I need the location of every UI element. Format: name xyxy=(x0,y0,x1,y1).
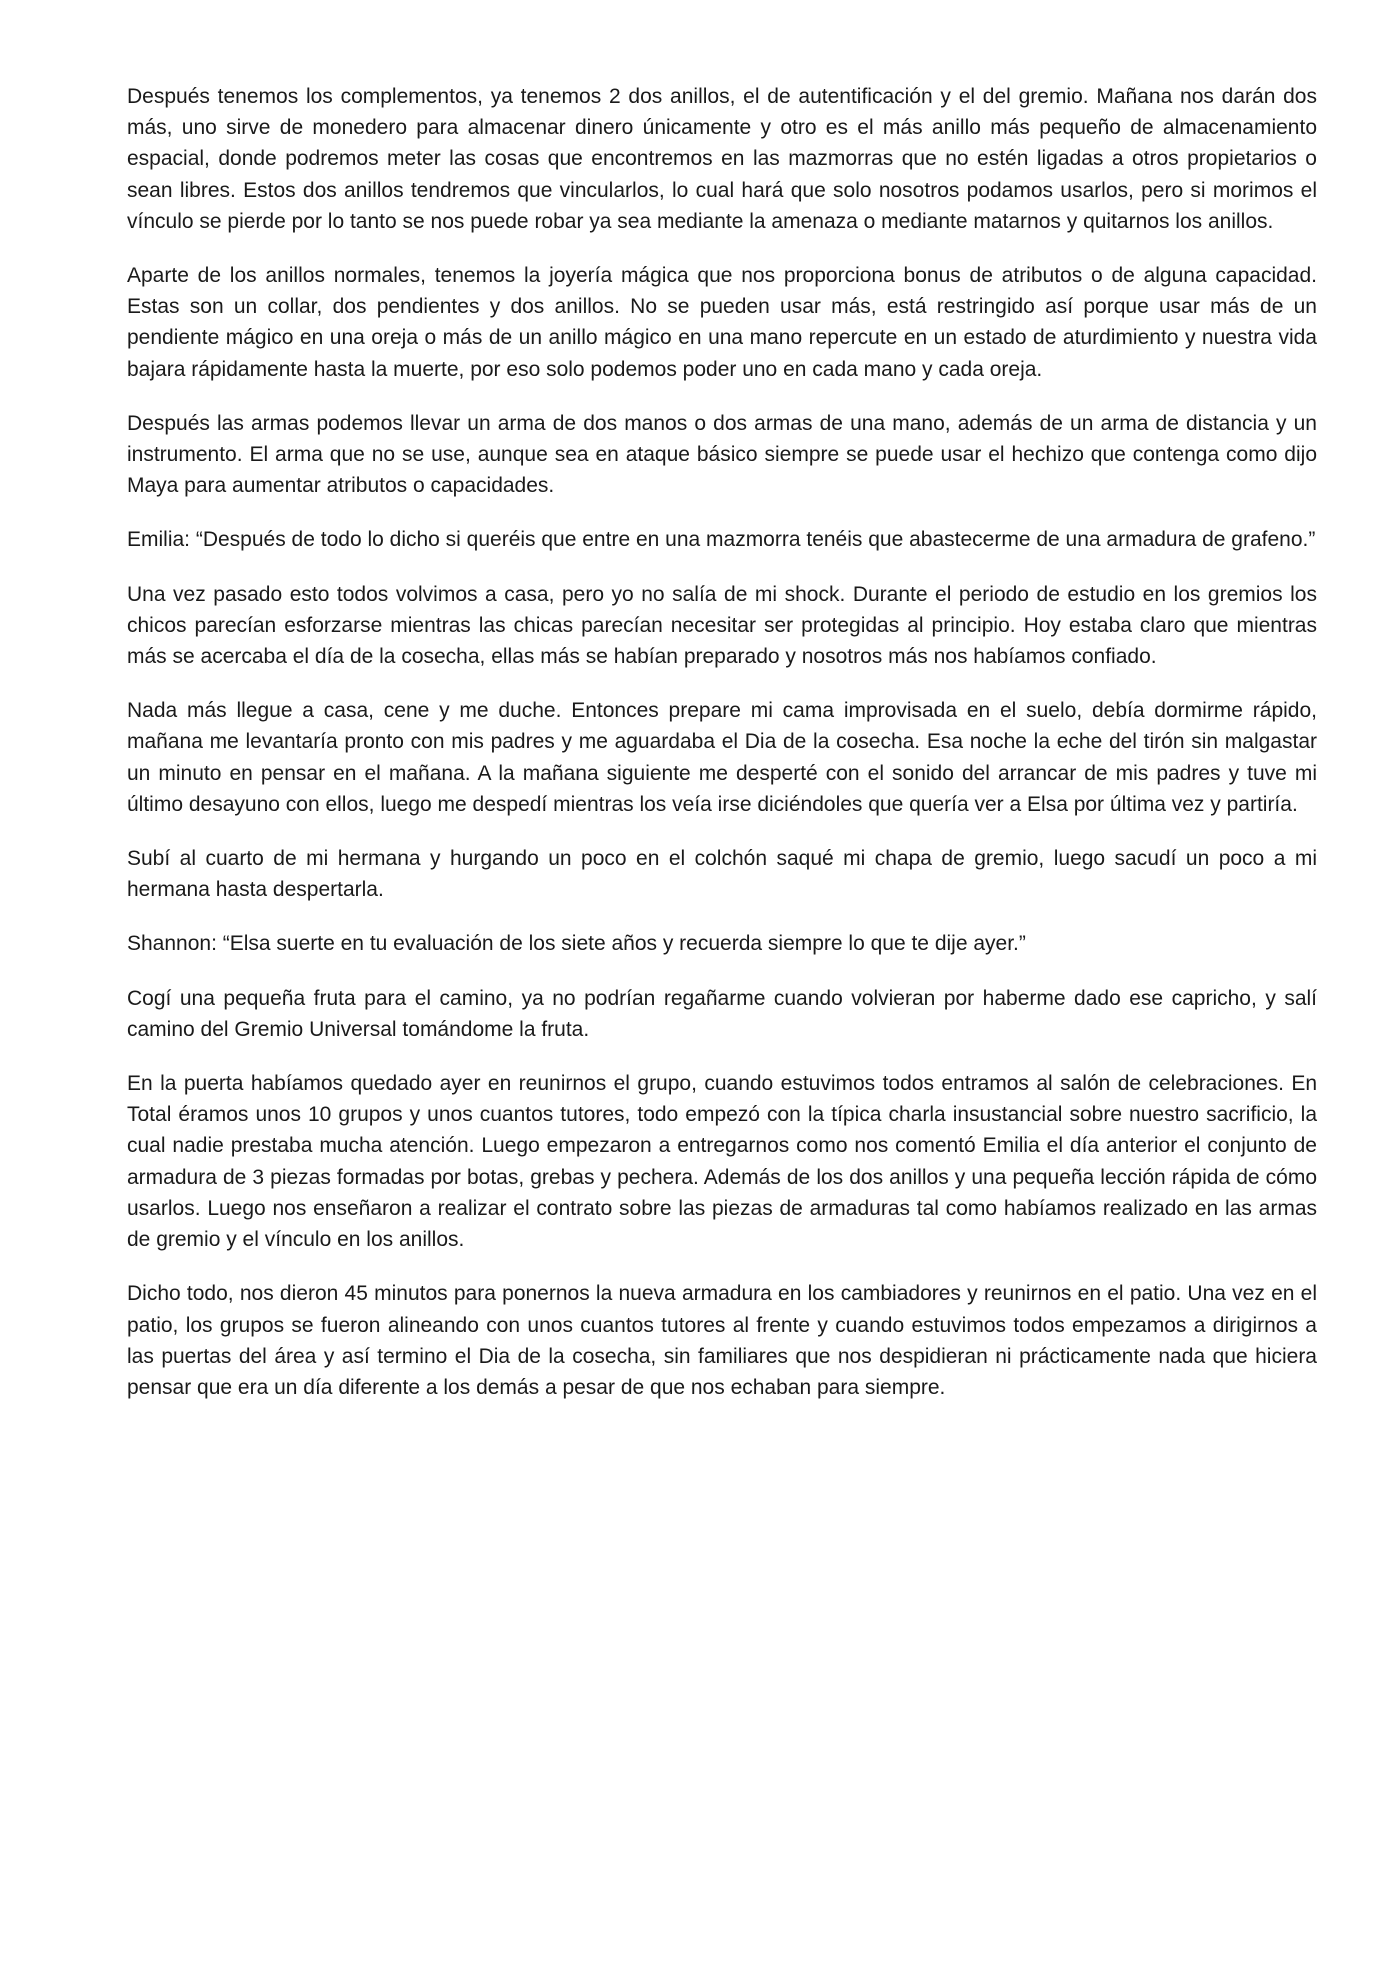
paragraph: Después tenemos los complementos, ya tenemos 2 dos anillos, el de autentificación y el del gremio. Mañana nos darán dos más, uno sirve de monedero para almacenar dinero únicamente y otro es el más anillo más pequeño de almacenamiento espacial, donde podremos meter las cosas que encontremos en las mazmorras que no estén ligadas a otros propietarios o sean libres. Estos dos anillos tendremos que vincularlos, lo cual hará que solo nosotros podamos usarlos, pero si morimos el vínculo se pierde por lo tanto se nos puede robar ya sea mediante la amenaza o mediante matarnos y quitarnos los anillos. xyxy=(127,85,1317,233)
paragraph: Aparte de los anillos normales, tenemos la joyería mágica que nos proporciona bonus de atributos o de alguna capacidad. Estas son un collar, dos pendientes y dos anillos. No se pueden usar más, está restringido así porque usar más de un pendiente mágico en una oreja o más de un anillo mágico en una mano repercute en un estado de aturdimiento y nuestra vida bajara rápidamente hasta la muerte, por eso solo podemos poder uno en cada mano y cada oreja. xyxy=(127,264,1317,381)
paragraph: Cogí una pequeña fruta para el camino, ya no podrían regañarme cuando volvieran por haberme dado ese capricho, y salí camino del Gremio Universal tomándome la fruta. xyxy=(127,986,1317,1041)
paragraph: Después las armas podemos llevar un arma de dos manos o dos armas de una mano, además de un arma de distancia y un instrumento. El arma que no se use, aunque sea en ataque básico siempre se puede usar el hechizo que contenga como dijo Maya para aumentar atributos o capacidades. xyxy=(127,411,1317,498)
paragraph: Shannon: “Elsa suerte en tu evaluación de los siete años y recuerda siempre lo que te dije ayer.” xyxy=(127,932,1026,956)
paragraph: Nada más llegue a casa, cene y me duche. Entonces prepare mi cama improvisada en el suelo, debía dormirme rápido, mañana me levantaría pronto con mis padres y me aguardaba el Dia de la cosecha. Esa noche la eche del tirón sin malgastar un minuto en pensar en el mañana. A la mañana siguiente me desperté con el sonido del arrancar de mis padres y tuve mi último desayuno con ellos, luego me despedí mientras los veía irse diciéndoles que quería ver a Elsa por última vez y partiría. xyxy=(127,699,1317,816)
paragraph: En la puerta habíamos quedado ayer en reunirnos el grupo, cuando estuvimos todos entramos al salón de celebraciones. En Total éramos unos 10 grupos y unos cuantos tutores, todo empezó con la típica charla insustancial sobre nuestro sacrificio, la cual nadie prestaba mucha atención. Luego empezaron a entregarnos como nos comentó Emilia el día anterior el conjunto de armadura de 3 piezas formadas por botas, grebas y pechera. Además de los dos anillos y una pequeña lección rápida de cómo usarlos. Luego nos enseñaron a realizar el contrato sobre las piezas de armaduras tal como habíamos realizado en las armas de gremio y el vínculo en los anillos. xyxy=(127,1072,1317,1252)
paragraph: Dicho todo, nos dieron 45 minutos para ponernos la nueva armadura en los cambiadores y reunirnos en el patio. Una vez en el patio, los grupos se fueron alineando con unos cuantos tutores al frente y cuando estuvimos todos empezamos a dirigirnos a las puertas del área y así termino el Dia de la cosecha, sin familiares que nos despidieran ni prácticamente nada que hiciera pensar que era un día diferente a los demás a pesar de que nos echaban para siempre. xyxy=(127,1282,1317,1399)
paragraph: Una vez pasado esto todos volvimos a casa, pero yo no salía de mi shock. Durante el periodo de estudio en los gremios los chicos parecían esforzarse mientras las chicas parecían necesitar ser protegidas al principio. Hoy estaba claro que mientras más se acercaba el día de la cosecha, ellas más se habían preparado y nosotros más nos habíamos confiado. xyxy=(127,582,1317,669)
document-body xyxy=(127,81,1317,1426)
paragraph: Subí al cuarto de mi hermana y hurgando un poco en el colchón saqué mi chapa de gremio, luego sacudí un poco a mi hermana hasta despertarla. xyxy=(127,847,1317,902)
paragraph: Emilia: “Después de todo lo dicho si queréis que entre en una mazmorra tenéis que abastecerme de una armadura de grafeno.” xyxy=(127,528,1316,552)
